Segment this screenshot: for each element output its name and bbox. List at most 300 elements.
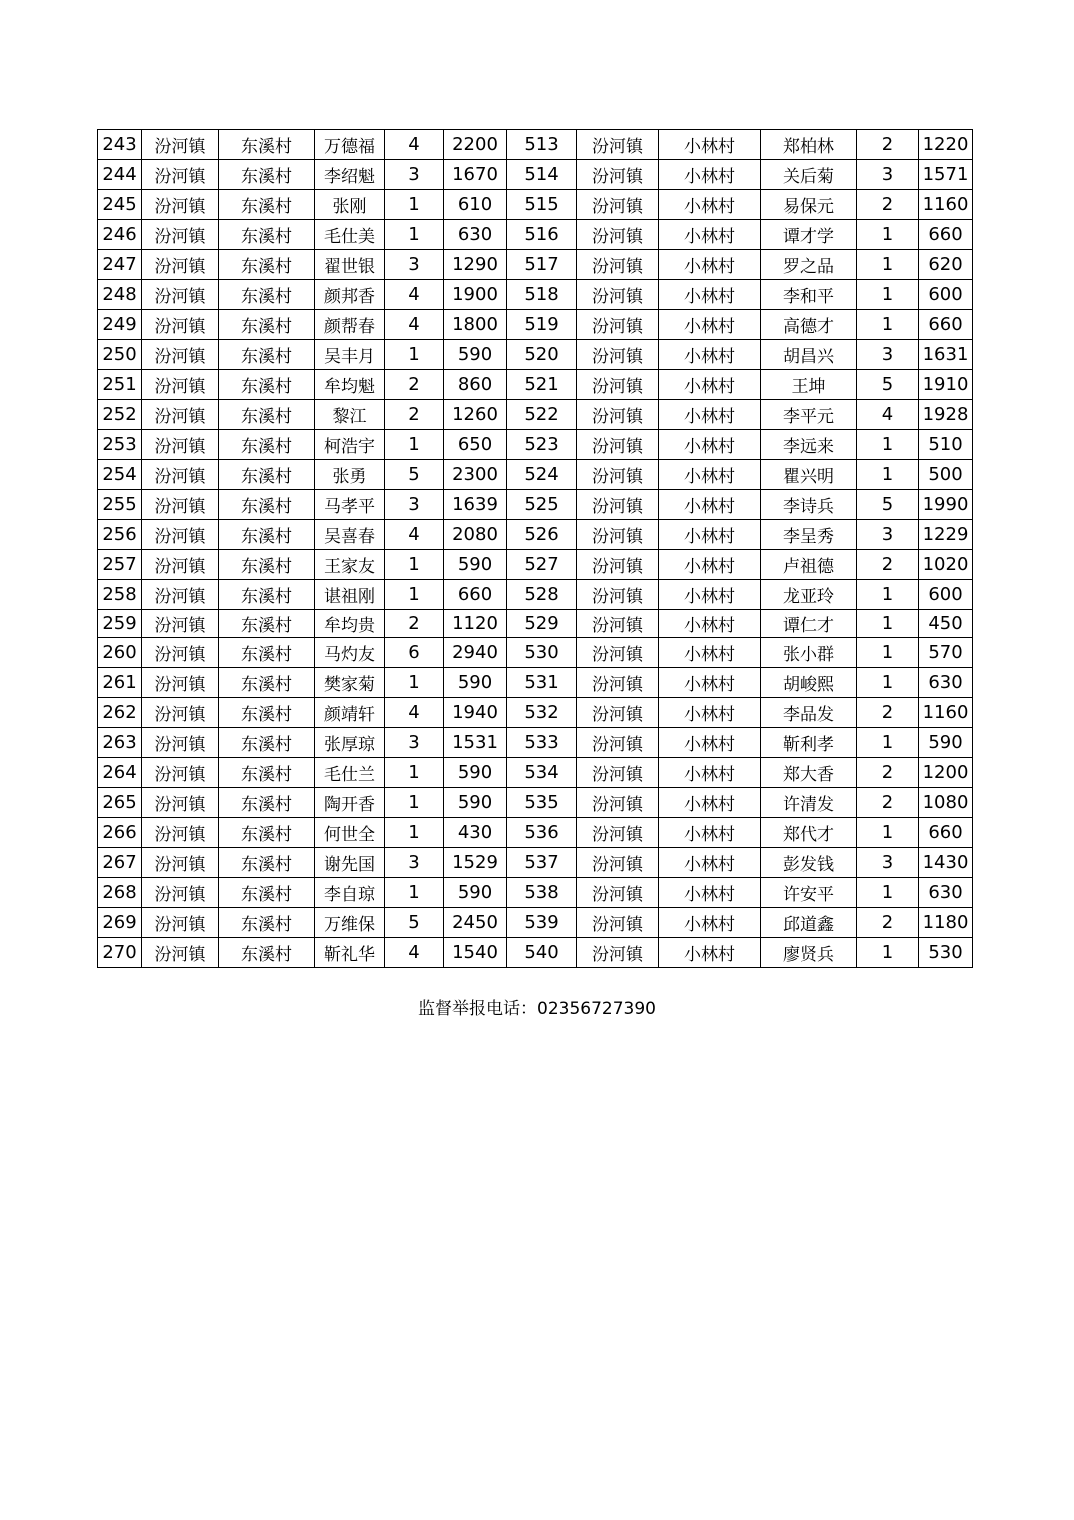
left-household-size-cell: 1 bbox=[385, 788, 444, 818]
left-seq-no-cell: 250 bbox=[98, 340, 142, 370]
right-town-cell: 汾河镇 bbox=[577, 638, 659, 668]
right-name-cell: 李呈秀 bbox=[761, 520, 857, 550]
left-seq-no-cell: 270 bbox=[98, 938, 142, 968]
right-village-cell: 小林村 bbox=[659, 340, 761, 370]
left-name-cell: 靳礼华 bbox=[315, 938, 385, 968]
left-household-size-cell: 1 bbox=[385, 430, 444, 460]
left-village-cell: 东溪村 bbox=[219, 878, 315, 908]
left-household-size-cell: 5 bbox=[385, 460, 444, 490]
left-village-cell: 东溪村 bbox=[219, 848, 315, 878]
right-town-cell: 汾河镇 bbox=[577, 758, 659, 788]
left-name-cell: 马灼友 bbox=[315, 638, 385, 668]
right-village-cell: 小林村 bbox=[659, 728, 761, 758]
right-village-cell: 小林村 bbox=[659, 250, 761, 280]
left-town-cell: 汾河镇 bbox=[142, 938, 219, 968]
right-seq-no-cell: 540 bbox=[507, 938, 577, 968]
left-village-cell: 东溪村 bbox=[219, 340, 315, 370]
left-name-cell: 樊家菊 bbox=[315, 668, 385, 698]
right-town-cell: 汾河镇 bbox=[577, 580, 659, 610]
left-name-cell: 毛仕美 bbox=[315, 220, 385, 250]
right-amount-cell: 1928 bbox=[919, 400, 973, 430]
right-name-cell: 罗之品 bbox=[761, 250, 857, 280]
right-seq-no-cell: 521 bbox=[507, 370, 577, 400]
right-household-size-cell: 2 bbox=[857, 698, 919, 728]
right-seq-no-cell: 517 bbox=[507, 250, 577, 280]
left-amount-cell: 1639 bbox=[444, 490, 507, 520]
right-seq-no-cell: 516 bbox=[507, 220, 577, 250]
right-amount-cell: 660 bbox=[919, 818, 973, 848]
left-name-cell: 张刚 bbox=[315, 190, 385, 220]
table-row bbox=[98, 250, 973, 280]
left-household-size-cell: 4 bbox=[385, 698, 444, 728]
left-household-size-cell: 6 bbox=[385, 638, 444, 668]
left-name-cell: 牟均魁 bbox=[315, 370, 385, 400]
right-household-size-cell: 1 bbox=[857, 430, 919, 460]
right-seq-no-cell: 531 bbox=[507, 668, 577, 698]
right-household-size-cell: 2 bbox=[857, 550, 919, 580]
left-name-cell: 黎江 bbox=[315, 400, 385, 430]
left-town-cell: 汾河镇 bbox=[142, 340, 219, 370]
right-seq-no-cell: 539 bbox=[507, 908, 577, 938]
left-amount-cell: 610 bbox=[444, 190, 507, 220]
table-row bbox=[98, 698, 973, 728]
table-row bbox=[98, 310, 973, 340]
left-amount-cell: 1670 bbox=[444, 160, 507, 190]
left-village-cell: 东溪村 bbox=[219, 698, 315, 728]
left-town-cell: 汾河镇 bbox=[142, 370, 219, 400]
left-seq-no-cell: 247 bbox=[98, 250, 142, 280]
right-village-cell: 小林村 bbox=[659, 310, 761, 340]
left-village-cell: 东溪村 bbox=[219, 908, 315, 938]
left-seq-no-cell: 257 bbox=[98, 550, 142, 580]
left-village-cell: 东溪村 bbox=[219, 190, 315, 220]
left-village-cell: 东溪村 bbox=[219, 280, 315, 310]
left-seq-no-cell: 260 bbox=[98, 638, 142, 668]
right-name-cell: 邱道鑫 bbox=[761, 908, 857, 938]
left-household-size-cell: 1 bbox=[385, 878, 444, 908]
right-amount-cell: 600 bbox=[919, 280, 973, 310]
right-seq-no-cell: 528 bbox=[507, 580, 577, 610]
left-amount-cell: 1800 bbox=[444, 310, 507, 340]
table-row bbox=[98, 550, 973, 580]
right-household-size-cell: 1 bbox=[857, 728, 919, 758]
left-seq-no-cell: 256 bbox=[98, 520, 142, 550]
table-row bbox=[98, 848, 973, 878]
left-amount-cell: 590 bbox=[444, 878, 507, 908]
right-town-cell: 汾河镇 bbox=[577, 610, 659, 638]
left-seq-no-cell: 249 bbox=[98, 310, 142, 340]
right-village-cell: 小林村 bbox=[659, 848, 761, 878]
right-amount-cell: 1160 bbox=[919, 698, 973, 728]
right-seq-no-cell: 520 bbox=[507, 340, 577, 370]
left-amount-cell: 590 bbox=[444, 758, 507, 788]
right-seq-no-cell: 518 bbox=[507, 280, 577, 310]
left-town-cell: 汾河镇 bbox=[142, 400, 219, 430]
left-name-cell: 何世全 bbox=[315, 818, 385, 848]
right-town-cell: 汾河镇 bbox=[577, 490, 659, 520]
table-row bbox=[98, 818, 973, 848]
left-name-cell: 翟世银 bbox=[315, 250, 385, 280]
right-town-cell: 汾河镇 bbox=[577, 460, 659, 490]
right-name-cell: 胡峻熙 bbox=[761, 668, 857, 698]
right-town-cell: 汾河镇 bbox=[577, 130, 659, 160]
left-village-cell: 东溪村 bbox=[219, 818, 315, 848]
right-name-cell: 易保元 bbox=[761, 190, 857, 220]
right-household-size-cell: 1 bbox=[857, 610, 919, 638]
left-name-cell: 万维保 bbox=[315, 908, 385, 938]
left-village-cell: 东溪村 bbox=[219, 638, 315, 668]
left-name-cell: 张厚琼 bbox=[315, 728, 385, 758]
left-town-cell: 汾河镇 bbox=[142, 220, 219, 250]
right-seq-no-cell: 522 bbox=[507, 400, 577, 430]
right-village-cell: 小林村 bbox=[659, 788, 761, 818]
left-amount-cell: 1260 bbox=[444, 400, 507, 430]
right-household-size-cell: 3 bbox=[857, 520, 919, 550]
left-village-cell: 东溪村 bbox=[219, 400, 315, 430]
right-seq-no-cell: 534 bbox=[507, 758, 577, 788]
table-row bbox=[98, 610, 973, 638]
left-town-cell: 汾河镇 bbox=[142, 160, 219, 190]
left-village-cell: 东溪村 bbox=[219, 938, 315, 968]
left-household-size-cell: 4 bbox=[385, 130, 444, 160]
left-name-cell: 王家友 bbox=[315, 550, 385, 580]
right-name-cell: 李品发 bbox=[761, 698, 857, 728]
right-seq-no-cell: 535 bbox=[507, 788, 577, 818]
right-amount-cell: 530 bbox=[919, 938, 973, 968]
right-amount-cell: 1571 bbox=[919, 160, 973, 190]
left-household-size-cell: 3 bbox=[385, 250, 444, 280]
right-village-cell: 小林村 bbox=[659, 580, 761, 610]
left-village-cell: 东溪村 bbox=[219, 460, 315, 490]
right-name-cell: 郑代才 bbox=[761, 818, 857, 848]
right-household-size-cell: 2 bbox=[857, 788, 919, 818]
right-village-cell: 小林村 bbox=[659, 698, 761, 728]
right-household-size-cell: 1 bbox=[857, 460, 919, 490]
left-name-cell: 毛仕兰 bbox=[315, 758, 385, 788]
left-town-cell: 汾河镇 bbox=[142, 460, 219, 490]
right-household-size-cell: 5 bbox=[857, 490, 919, 520]
right-name-cell: 瞿兴明 bbox=[761, 460, 857, 490]
right-amount-cell: 1910 bbox=[919, 370, 973, 400]
right-name-cell: 谭仁才 bbox=[761, 610, 857, 638]
right-household-size-cell: 3 bbox=[857, 160, 919, 190]
right-village-cell: 小林村 bbox=[659, 190, 761, 220]
table-row bbox=[98, 460, 973, 490]
left-amount-cell: 590 bbox=[444, 788, 507, 818]
left-seq-no-cell: 244 bbox=[98, 160, 142, 190]
left-household-size-cell: 1 bbox=[385, 758, 444, 788]
right-name-cell: 李诗兵 bbox=[761, 490, 857, 520]
right-town-cell: 汾河镇 bbox=[577, 848, 659, 878]
right-seq-no-cell: 525 bbox=[507, 490, 577, 520]
right-amount-cell: 1200 bbox=[919, 758, 973, 788]
left-amount-cell: 630 bbox=[444, 220, 507, 250]
left-village-cell: 东溪村 bbox=[219, 370, 315, 400]
left-seq-no-cell: 259 bbox=[98, 610, 142, 638]
right-seq-no-cell: 533 bbox=[507, 728, 577, 758]
left-town-cell: 汾河镇 bbox=[142, 788, 219, 818]
right-amount-cell: 500 bbox=[919, 460, 973, 490]
left-town-cell: 汾河镇 bbox=[142, 848, 219, 878]
right-village-cell: 小林村 bbox=[659, 130, 761, 160]
right-town-cell: 汾河镇 bbox=[577, 938, 659, 968]
left-name-cell: 吴喜春 bbox=[315, 520, 385, 550]
right-village-cell: 小林村 bbox=[659, 878, 761, 908]
left-household-size-cell: 1 bbox=[385, 220, 444, 250]
table-row bbox=[98, 758, 973, 788]
left-town-cell: 汾河镇 bbox=[142, 550, 219, 580]
right-town-cell: 汾河镇 bbox=[577, 430, 659, 460]
left-village-cell: 东溪村 bbox=[219, 430, 315, 460]
left-village-cell: 东溪村 bbox=[219, 728, 315, 758]
report-hotline: 监督举报电话：02356727390 bbox=[418, 999, 656, 1019]
left-town-cell: 汾河镇 bbox=[142, 310, 219, 340]
left-village-cell: 东溪村 bbox=[219, 130, 315, 160]
right-seq-no-cell: 530 bbox=[507, 638, 577, 668]
left-seq-no-cell: 254 bbox=[98, 460, 142, 490]
left-village-cell: 东溪村 bbox=[219, 610, 315, 638]
right-town-cell: 汾河镇 bbox=[577, 370, 659, 400]
right-amount-cell: 1990 bbox=[919, 490, 973, 520]
right-amount-cell: 570 bbox=[919, 638, 973, 668]
left-seq-no-cell: 261 bbox=[98, 668, 142, 698]
right-name-cell: 李平元 bbox=[761, 400, 857, 430]
left-name-cell: 马孝平 bbox=[315, 490, 385, 520]
left-town-cell: 汾河镇 bbox=[142, 130, 219, 160]
right-amount-cell: 1220 bbox=[919, 130, 973, 160]
right-name-cell: 彭发钱 bbox=[761, 848, 857, 878]
table-row bbox=[98, 520, 973, 550]
right-seq-no-cell: 529 bbox=[507, 610, 577, 638]
left-seq-no-cell: 265 bbox=[98, 788, 142, 818]
left-seq-no-cell: 248 bbox=[98, 280, 142, 310]
right-household-size-cell: 1 bbox=[857, 220, 919, 250]
table-row bbox=[98, 668, 973, 698]
right-household-size-cell: 2 bbox=[857, 908, 919, 938]
right-village-cell: 小林村 bbox=[659, 908, 761, 938]
left-amount-cell: 860 bbox=[444, 370, 507, 400]
left-village-cell: 东溪村 bbox=[219, 160, 315, 190]
right-seq-no-cell: 515 bbox=[507, 190, 577, 220]
left-name-cell: 颜邦香 bbox=[315, 280, 385, 310]
right-seq-no-cell: 524 bbox=[507, 460, 577, 490]
left-seq-no-cell: 253 bbox=[98, 430, 142, 460]
right-seq-no-cell: 514 bbox=[507, 160, 577, 190]
left-household-size-cell: 4 bbox=[385, 310, 444, 340]
left-amount-cell: 1120 bbox=[444, 610, 507, 638]
left-household-size-cell: 4 bbox=[385, 520, 444, 550]
left-amount-cell: 590 bbox=[444, 668, 507, 698]
left-town-cell: 汾河镇 bbox=[142, 638, 219, 668]
right-amount-cell: 510 bbox=[919, 430, 973, 460]
right-household-size-cell: 1 bbox=[857, 310, 919, 340]
right-name-cell: 王坤 bbox=[761, 370, 857, 400]
left-town-cell: 汾河镇 bbox=[142, 520, 219, 550]
left-town-cell: 汾河镇 bbox=[142, 190, 219, 220]
left-town-cell: 汾河镇 bbox=[142, 490, 219, 520]
left-amount-cell: 1900 bbox=[444, 280, 507, 310]
left-seq-no-cell: 245 bbox=[98, 190, 142, 220]
left-seq-no-cell: 258 bbox=[98, 580, 142, 610]
left-seq-no-cell: 255 bbox=[98, 490, 142, 520]
right-village-cell: 小林村 bbox=[659, 280, 761, 310]
right-village-cell: 小林村 bbox=[659, 668, 761, 698]
right-amount-cell: 630 bbox=[919, 668, 973, 698]
left-amount-cell: 660 bbox=[444, 580, 507, 610]
left-seq-no-cell: 267 bbox=[98, 848, 142, 878]
left-village-cell: 东溪村 bbox=[219, 250, 315, 280]
right-village-cell: 小林村 bbox=[659, 220, 761, 250]
table-body bbox=[98, 130, 973, 968]
right-village-cell: 小林村 bbox=[659, 400, 761, 430]
left-amount-cell: 1290 bbox=[444, 250, 507, 280]
left-name-cell: 吴丰月 bbox=[315, 340, 385, 370]
left-town-cell: 汾河镇 bbox=[142, 908, 219, 938]
left-name-cell: 柯浩宇 bbox=[315, 430, 385, 460]
right-name-cell: 张小群 bbox=[761, 638, 857, 668]
right-name-cell: 关后菊 bbox=[761, 160, 857, 190]
left-amount-cell: 1529 bbox=[444, 848, 507, 878]
right-village-cell: 小林村 bbox=[659, 370, 761, 400]
table-row bbox=[98, 400, 973, 430]
left-household-size-cell: 3 bbox=[385, 728, 444, 758]
right-seq-no-cell: 538 bbox=[507, 878, 577, 908]
right-seq-no-cell: 526 bbox=[507, 520, 577, 550]
left-name-cell: 李绍魁 bbox=[315, 160, 385, 190]
right-seq-no-cell: 523 bbox=[507, 430, 577, 460]
table-row bbox=[98, 490, 973, 520]
right-household-size-cell: 1 bbox=[857, 638, 919, 668]
right-seq-no-cell: 536 bbox=[507, 818, 577, 848]
left-household-size-cell: 5 bbox=[385, 908, 444, 938]
left-town-cell: 汾河镇 bbox=[142, 878, 219, 908]
left-town-cell: 汾河镇 bbox=[142, 698, 219, 728]
left-amount-cell: 650 bbox=[444, 430, 507, 460]
table-row bbox=[98, 638, 973, 668]
left-household-size-cell: 1 bbox=[385, 668, 444, 698]
left-village-cell: 东溪村 bbox=[219, 310, 315, 340]
right-village-cell: 小林村 bbox=[659, 550, 761, 580]
right-village-cell: 小林村 bbox=[659, 490, 761, 520]
right-household-size-cell: 2 bbox=[857, 130, 919, 160]
left-amount-cell: 2940 bbox=[444, 638, 507, 668]
right-town-cell: 汾河镇 bbox=[577, 788, 659, 818]
right-amount-cell: 1631 bbox=[919, 340, 973, 370]
right-town-cell: 汾河镇 bbox=[577, 400, 659, 430]
right-seq-no-cell: 519 bbox=[507, 310, 577, 340]
left-village-cell: 东溪村 bbox=[219, 520, 315, 550]
left-seq-no-cell: 264 bbox=[98, 758, 142, 788]
right-household-size-cell: 1 bbox=[857, 250, 919, 280]
left-seq-no-cell: 262 bbox=[98, 698, 142, 728]
right-name-cell: 郑柏林 bbox=[761, 130, 857, 160]
left-amount-cell: 430 bbox=[444, 818, 507, 848]
left-town-cell: 汾河镇 bbox=[142, 610, 219, 638]
left-seq-no-cell: 269 bbox=[98, 908, 142, 938]
left-name-cell: 万德福 bbox=[315, 130, 385, 160]
right-household-size-cell: 1 bbox=[857, 580, 919, 610]
left-amount-cell: 590 bbox=[444, 340, 507, 370]
table-row bbox=[98, 220, 973, 250]
left-amount-cell: 1531 bbox=[444, 728, 507, 758]
right-name-cell: 许清发 bbox=[761, 788, 857, 818]
right-amount-cell: 1430 bbox=[919, 848, 973, 878]
left-name-cell: 谢先国 bbox=[315, 848, 385, 878]
right-household-size-cell: 1 bbox=[857, 878, 919, 908]
right-town-cell: 汾河镇 bbox=[577, 908, 659, 938]
left-seq-no-cell: 246 bbox=[98, 220, 142, 250]
left-name-cell: 陶开香 bbox=[315, 788, 385, 818]
left-household-size-cell: 4 bbox=[385, 938, 444, 968]
right-name-cell: 李和平 bbox=[761, 280, 857, 310]
left-town-cell: 汾河镇 bbox=[142, 280, 219, 310]
right-household-size-cell: 4 bbox=[857, 400, 919, 430]
left-amount-cell: 1540 bbox=[444, 938, 507, 968]
right-town-cell: 汾河镇 bbox=[577, 550, 659, 580]
left-village-cell: 东溪村 bbox=[219, 580, 315, 610]
right-amount-cell: 660 bbox=[919, 310, 973, 340]
right-household-size-cell: 1 bbox=[857, 938, 919, 968]
left-household-size-cell: 2 bbox=[385, 370, 444, 400]
left-name-cell: 谌祖刚 bbox=[315, 580, 385, 610]
right-village-cell: 小林村 bbox=[659, 520, 761, 550]
left-name-cell: 颜帮春 bbox=[315, 310, 385, 340]
left-town-cell: 汾河镇 bbox=[142, 250, 219, 280]
table-row bbox=[98, 340, 973, 370]
left-household-size-cell: 1 bbox=[385, 818, 444, 848]
left-amount-cell: 1940 bbox=[444, 698, 507, 728]
right-village-cell: 小林村 bbox=[659, 430, 761, 460]
table-row bbox=[98, 190, 973, 220]
right-household-size-cell: 3 bbox=[857, 340, 919, 370]
right-amount-cell: 620 bbox=[919, 250, 973, 280]
right-amount-cell: 590 bbox=[919, 728, 973, 758]
right-town-cell: 汾河镇 bbox=[577, 340, 659, 370]
left-village-cell: 东溪村 bbox=[219, 490, 315, 520]
left-name-cell: 李自琼 bbox=[315, 878, 385, 908]
right-town-cell: 汾河镇 bbox=[577, 220, 659, 250]
left-village-cell: 东溪村 bbox=[219, 220, 315, 250]
left-town-cell: 汾河镇 bbox=[142, 818, 219, 848]
right-amount-cell: 600 bbox=[919, 580, 973, 610]
right-seq-no-cell: 513 bbox=[507, 130, 577, 160]
right-town-cell: 汾河镇 bbox=[577, 668, 659, 698]
left-town-cell: 汾河镇 bbox=[142, 758, 219, 788]
right-town-cell: 汾河镇 bbox=[577, 878, 659, 908]
left-name-cell: 张勇 bbox=[315, 460, 385, 490]
table-row bbox=[98, 370, 973, 400]
left-village-cell: 东溪村 bbox=[219, 668, 315, 698]
right-amount-cell: 1180 bbox=[919, 908, 973, 938]
right-household-size-cell: 2 bbox=[857, 758, 919, 788]
right-amount-cell: 450 bbox=[919, 610, 973, 638]
right-village-cell: 小林村 bbox=[659, 638, 761, 668]
right-village-cell: 小林村 bbox=[659, 938, 761, 968]
left-village-cell: 东溪村 bbox=[219, 788, 315, 818]
left-household-size-cell: 3 bbox=[385, 160, 444, 190]
left-household-size-cell: 4 bbox=[385, 280, 444, 310]
right-seq-no-cell: 527 bbox=[507, 550, 577, 580]
left-town-cell: 汾河镇 bbox=[142, 668, 219, 698]
table-row bbox=[98, 728, 973, 758]
right-amount-cell: 630 bbox=[919, 878, 973, 908]
left-town-cell: 汾河镇 bbox=[142, 580, 219, 610]
table-row bbox=[98, 908, 973, 938]
left-amount-cell: 2450 bbox=[444, 908, 507, 938]
right-name-cell: 龙亚玲 bbox=[761, 580, 857, 610]
right-name-cell: 李远来 bbox=[761, 430, 857, 460]
left-name-cell: 牟均贵 bbox=[315, 610, 385, 638]
